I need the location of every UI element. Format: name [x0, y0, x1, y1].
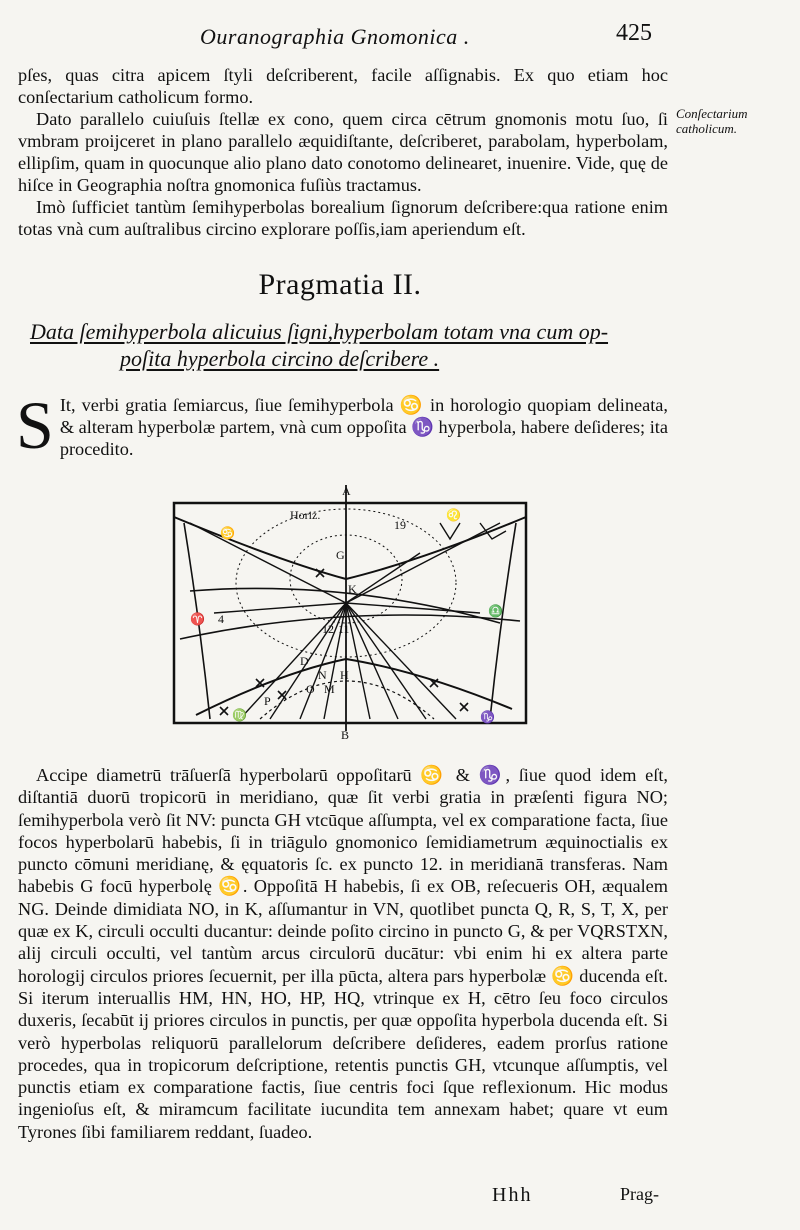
- paragraph-5: Accipe diametrū trāſuerſā hyperbolarū oppoſitarū ♋ & ♑, ſiue quod idem eſt, diſtantiā duorū tropicorū in meridiano, quæ ſit verbi gratia in præſenti figura NO; ſemihyperbola verò ſit NV: puncta GH vtcūque aſſumpta, vel ex comparatione facta, ſiue focos hyperbolarū habebis, ſi in triāgulo gnomonico ſemidiametrum æquinoctialis ex puncto cōmuni meridianę, & ęquatoris ſc. ex puncto 12. in meridianā transferas. Nam habebis G focū hyperbolę ♋. Oppoſitā H habebis, ſi ex OB, reſecueris OH, æqualem NG. Deinde dimidiata NO, in K, aſſumantur in VN, quotlibet puncta Q, R, S, T, X, per quæ ex K, circuli occulti ducantur: deinde poſito circino in puncto G, & per VQRSTXN, alij circuli occulti, vel tantùm arcus circulorū ducātur: vbi enim hi ex altera parte horologij circulos priores ſecuernit, per illa pūcta, altera pars hyperbolæ ♋ ducenda eſt. Si iterum interuallis HM, HN, HO, HP, HQ, vtrinque ex H, cētro ſeu foco circulos duxeris, ſecabūt ij priores circulos in punctis, per quæ oppoſita hyperbola ducenda eſt. Si verò hyperbolas reliquorū parallelorum deſcribere deſideres, eadem prorſus ratione procedes, qua in tropicorum deſcriptione, retentis punctis GH, vtcunque aſſumptis, vel punctis etiam ex comparatione factis, ſiue centris foci ſque reflexionum. Hic modus ingenioſus eſt, & miramcum facilitate iucundita tem annexam habet; quare vt eum Tyrones ſibi familiarem reddant, ſuadeo.: [18, 765, 668, 1142]
- signature-mark: Hhh: [492, 1184, 533, 1206]
- running-title: Ouranographia Gnomonica .: [200, 24, 470, 49]
- paragraph-4: [16, 387, 668, 463]
- paragraph-4-text: It, verbi gratia ſemiarcus, ſiue ſemihyperbola ♋ in horologio quopiam delineata, & alteram hyperbolæ partem, vnà cum oppoſita ♑ hyperbola, habere deſideres; ita procedito.: [59, 395, 668, 459]
- label-k: K: [348, 582, 357, 596]
- label-virgo: ♍: [232, 708, 247, 722]
- label-12: 12: [322, 622, 334, 636]
- catchword: Prag-: [620, 1184, 659, 1204]
- occult-circle-lower: [260, 681, 434, 719]
- label-4: 4: [218, 612, 224, 626]
- label-n: N: [318, 668, 327, 682]
- proposition-line-2: poſita hyperbola circino deſcribere .: [120, 346, 440, 371]
- paragraph-2: Dato parallelo cuiuſuis ſtellæ ex cono, quem circa cētrum gnomonis motu ſuo, ſi vmbram proijceret in plano parallelo æquidiſtante, deſcriberet, parabolam, hyperbolam, ellipſim, quam in quocunque alio plano dato conotomo delinearet, inuenire. Vide, quę de hiſce in Geographia noſtra gnomonica fuſiùs tractamus.: [18, 109, 668, 195]
- label-o: O: [306, 682, 315, 696]
- label-11: 11: [338, 622, 350, 636]
- label-g: G: [336, 548, 345, 562]
- label-m: M: [324, 682, 335, 696]
- paragraph-3: Imò ſufficiet tantùm ſemihyperbolas borealium ſignorum deſcribere:qua ratione enim totas vnà cum auſtralibus circino explorare poſſis,iam aperiendum eſt.: [18, 197, 668, 239]
- margin-note: Conſectarium catholicum.: [676, 106, 748, 136]
- label-horiz: Horiz.: [290, 508, 321, 522]
- proposition-heading: [30, 318, 670, 372]
- equinoctial-line: [180, 615, 520, 639]
- hyperbola-figure: [160, 483, 540, 745]
- label-cancer: ♋: [220, 526, 235, 540]
- label-19: 19: [394, 518, 406, 532]
- page-number: 425: [616, 20, 652, 46]
- drop-cap: S: [16, 387, 54, 463]
- label-leo: ♌: [446, 508, 461, 522]
- label-p: P: [264, 694, 271, 708]
- label-b: B: [341, 728, 350, 742]
- section-title: Pragmatia II.: [258, 268, 422, 301]
- label-capricorn: ♑: [480, 710, 495, 724]
- proposition-line-1: Data ſemihyperbola alicuius ſigni,hyperbolam totam vna cum op-: [30, 319, 609, 344]
- label-a: A: [342, 484, 351, 498]
- label-aries: ♈: [190, 612, 205, 626]
- label-libra: ♎: [488, 604, 503, 618]
- label-h: H: [340, 668, 349, 682]
- label-d: D: [300, 654, 309, 668]
- hour-lines: [190, 523, 500, 719]
- paragraph-1: pſes, quas citra apicem ſtyli deſcriberent, facile aſſignabis. Ex quo etiam hoc conſectarium catholicum formo.: [18, 65, 668, 107]
